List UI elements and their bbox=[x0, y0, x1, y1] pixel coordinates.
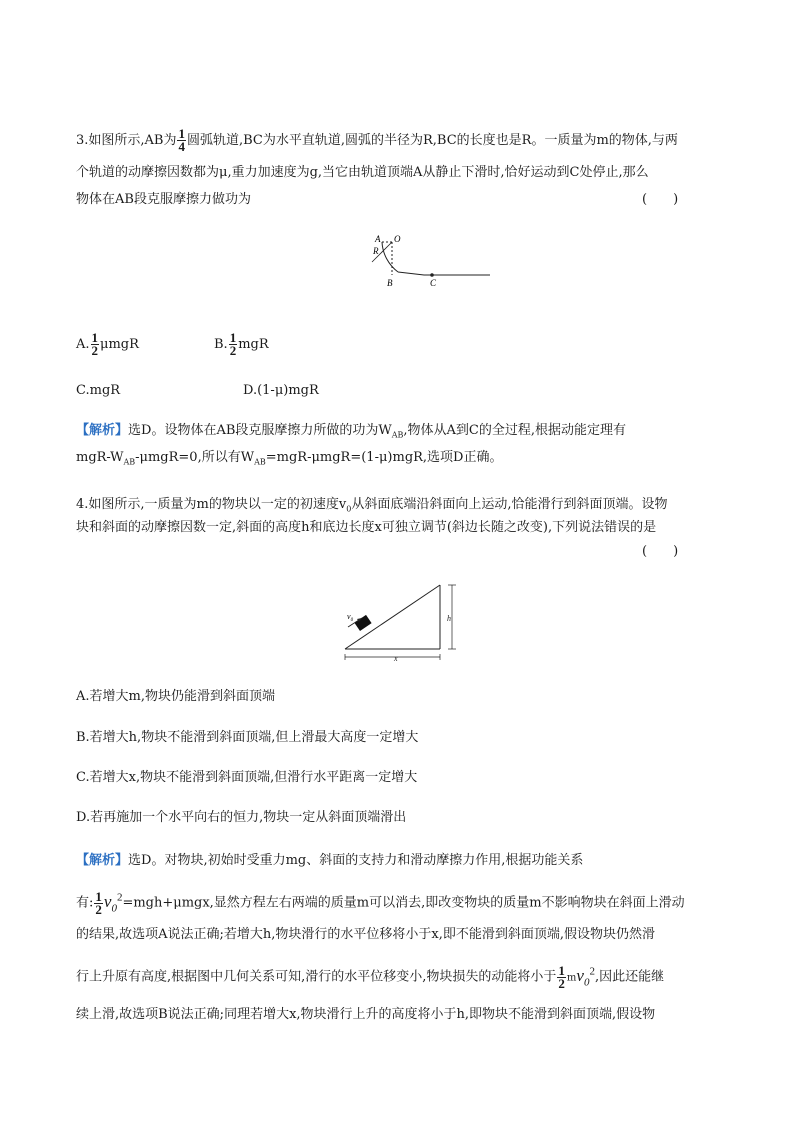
q4-line-1: 4.如图所示,一质量为m的物块以一定的初速度$v_0$从斜面底端沿斜面向上运动,恰能滑行到斜面顶端。设物 bbox=[76, 497, 668, 514]
q4-line-2: 块和斜面的动摩擦因数一定,斜面的高度h和底边长度x可独立调节(斜边长随之改变),下列说法错误的是 bbox=[76, 520, 657, 535]
q4-option-c: C.若增大x,物块不能滑到斜面顶端,但滑行水平距离一定增大 bbox=[76, 770, 418, 785]
q3-text: 圆弧轨道,BC为水平直轨道,圆弧的半径为R,BC的长度也是R。一质量为m的物体,与两 bbox=[186, 133, 678, 148]
block bbox=[354, 615, 371, 631]
q3-analysis-line-1: 【解析】选D。设物体在AB段克服摩擦力所做的功为$W_{AB}$,物体从A到C的全过程,根据动能定理有 bbox=[76, 423, 627, 440]
analysis-tag: 【解析】 bbox=[76, 853, 129, 868]
fraction-half: $\frac{1}{2}$ bbox=[558, 962, 565, 991]
label-h: h bbox=[447, 614, 451, 623]
q4-incline-figure bbox=[340, 577, 490, 667]
q3-option-a: A. $\frac{1}{2}$ μmgR bbox=[76, 330, 139, 358]
v0-squared: $v_0^2$ bbox=[103, 891, 123, 915]
q3-text: 3.如图所示,AB为 bbox=[76, 133, 177, 148]
q3-option-d: D.(1-μ)mgR bbox=[243, 383, 319, 398]
analysis-tag: 【解析】 bbox=[76, 423, 129, 438]
label-a: A bbox=[375, 234, 381, 244]
q3-line-2: 个轨道的动摩擦因数都为μ,重力加速度为g,当它由轨道顶端A从静止下滑时,恰好运动到C处停止,那么 bbox=[76, 165, 649, 180]
q3-option-c: C.mgR bbox=[76, 383, 121, 398]
fraction-quarter: $\frac{1}{4}$ bbox=[178, 126, 185, 154]
arc-track bbox=[382, 242, 398, 272]
incline-slope bbox=[345, 585, 440, 649]
q3-analysis-line-2: mgR-$W_{AB}-\mu mgR=0$,所以有$W_{AB}=mgR-\mu mgR=(1-\mu)mgR$,选项D正确。 bbox=[76, 450, 503, 467]
fraction-half: $\frac{1}{2}$ bbox=[229, 330, 237, 358]
label-x: x bbox=[394, 654, 398, 663]
q4-option-a: A.若增大m,物块仍能滑到斜面顶端 bbox=[76, 689, 275, 704]
label-o: O bbox=[394, 234, 401, 244]
q4-analysis-line-1: 【解析】选D。对物块,初始时受重力mg、斜面的支持力和滑动摩擦力作用,根据功能关系 bbox=[76, 853, 584, 868]
q3-line-3: 物体在AB段克服摩擦力做功为 bbox=[76, 192, 251, 207]
q3-line-1 bbox=[76, 128, 678, 153]
fraction-half: $\frac{1}{2}$ bbox=[91, 330, 99, 358]
fraction-half: $\frac{1}{2}$ bbox=[95, 888, 102, 917]
label-v0: $v_0$ bbox=[347, 612, 354, 623]
q4-analysis-line-5: 续上滑,故选项B说法正确;同理若增大x,物块滑行上升的高度将小于h,即物块不能滑到斜面顶端,假设物 bbox=[76, 1007, 656, 1022]
label-r: R bbox=[373, 246, 379, 256]
q4-option-b: B.若增大h,物块不能滑到斜面顶端,但上滑最大高度一定增大 bbox=[76, 730, 419, 745]
q4-analysis-line-4: 行上升原有高度,根据图中几何关系可知,滑行的水平位移变小,物块损失的动能将小于 $\frac{1}{2}$ $mv_0^2$,因此还能继 bbox=[76, 962, 665, 991]
q4-analysis-line-2: 有: $\frac{1}{2}$ $v_0^2=mgh+\mu mgx$,显然方程左右两端的质量m可以消去,即改变物块的质量m不影响物块在斜面上滑动 bbox=[76, 888, 685, 917]
q4-option-d: D.若再施加一个水平向右的恒力,物块一定从斜面顶端滑出 bbox=[76, 810, 407, 825]
q4-answer-bracket: ( ) bbox=[642, 544, 679, 559]
point-c-dot bbox=[430, 273, 434, 277]
v0-squared: $v_0^2$ bbox=[576, 965, 595, 989]
q3-arc-track-figure bbox=[370, 230, 610, 300]
q3-answer-bracket: ( ) bbox=[642, 192, 679, 207]
q3-option-b: B. $\frac{1}{2}$ mgR bbox=[214, 330, 269, 358]
label-b: B bbox=[387, 278, 393, 288]
label-c: C bbox=[430, 278, 437, 288]
horizontal-track bbox=[398, 272, 490, 275]
q4-analysis-line-3: 的结果,故选项A说法正确;若增大h,物块滑行的水平位移将小于x,即不能滑到斜面顶端,假设物块仍然滑 bbox=[76, 927, 656, 942]
